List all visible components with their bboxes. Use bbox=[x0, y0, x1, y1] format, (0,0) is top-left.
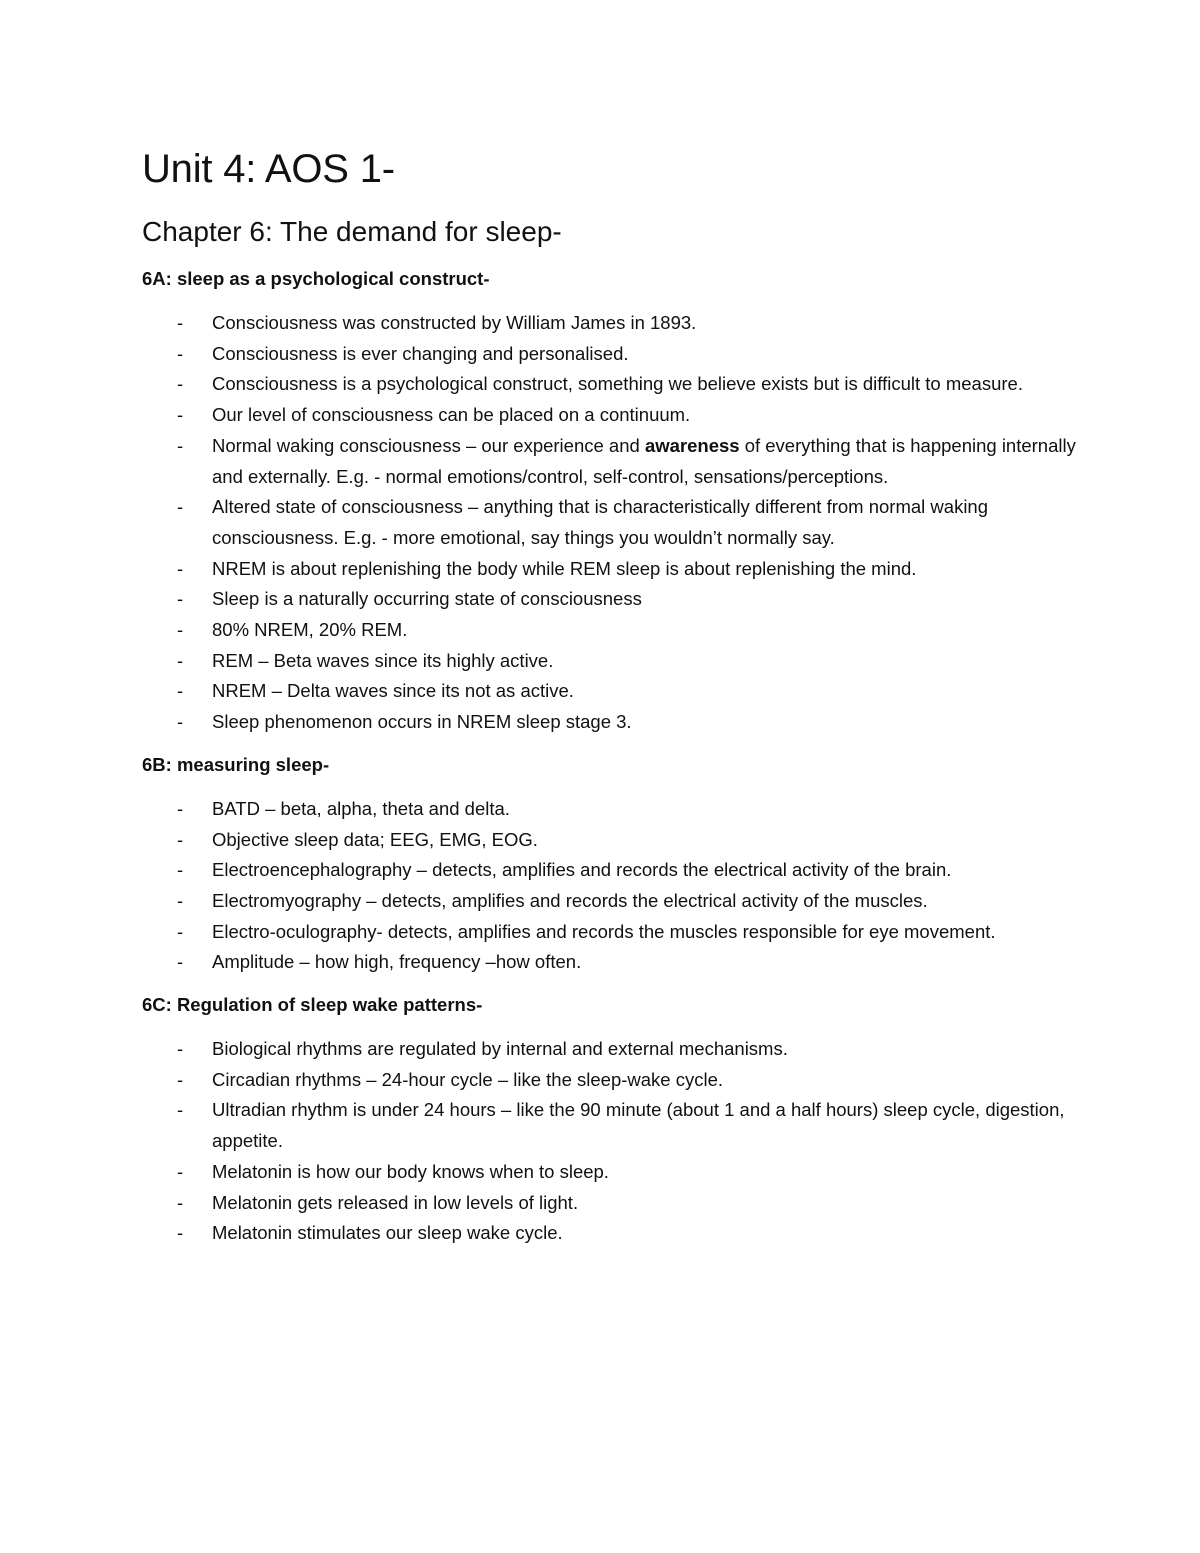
list-item bbox=[142, 855, 1082, 886]
list-item bbox=[142, 400, 1082, 431]
bullet-dash: - bbox=[177, 1160, 184, 1182]
list-item bbox=[142, 554, 1082, 585]
bullet-dash: - bbox=[177, 342, 184, 364]
bullet-dash: - bbox=[177, 588, 184, 610]
list-item bbox=[142, 431, 1082, 492]
list-item bbox=[142, 1218, 1082, 1249]
bullet-dash: - bbox=[177, 404, 184, 426]
bullet-dash: - bbox=[177, 1068, 184, 1090]
bullet-dash: - bbox=[177, 1191, 184, 1213]
bullet-dash: - bbox=[177, 828, 184, 850]
bullet-dash: - bbox=[177, 797, 184, 819]
bullet-dash: - bbox=[177, 859, 184, 881]
bullet-dash: - bbox=[177, 649, 184, 671]
list-item-text: Melatonin stimulates our sleep wake cycle. bbox=[212, 1222, 563, 1244]
bullet-dash: - bbox=[177, 889, 184, 911]
list-item bbox=[142, 947, 1082, 978]
list-item bbox=[142, 1095, 1082, 1156]
list-item-text: Electro-oculography- detects, amplifies and records the muscles responsible for eye movement. bbox=[212, 920, 996, 942]
list-item-text: Consciousness is a psychological construct, something we believe exists but is difficult to measure. bbox=[212, 373, 1023, 395]
chapter-heading: Chapter 6: The demand for sleep- bbox=[142, 216, 562, 247]
list-item-text: Electroencephalography – detects, amplifies and records the electrical activity of the brain. bbox=[212, 859, 952, 881]
list-item bbox=[142, 917, 1082, 948]
list-item-text: Melatonin gets released in low levels of light. bbox=[212, 1191, 579, 1213]
list-item bbox=[142, 369, 1082, 400]
list-item-text: Melatonin is how our body knows when to sleep. bbox=[212, 1160, 609, 1182]
bullet-dash: - bbox=[177, 373, 184, 395]
bullet-list-6c bbox=[142, 1034, 1082, 1249]
bullet-dash: - bbox=[177, 312, 184, 333]
list-item bbox=[142, 308, 1082, 339]
bullet-dash: - bbox=[177, 557, 184, 579]
list-item-text: NREM is about replenishing the body while REM sleep is about replenishing the mind. bbox=[212, 557, 917, 579]
list-item bbox=[142, 825, 1082, 856]
list-item-text: Circadian rhythms – 24-hour cycle – like the sleep-wake cycle. bbox=[212, 1068, 724, 1090]
list-item bbox=[142, 886, 1082, 917]
list-item-text: Our level of consciousness can be placed on a continuum. bbox=[212, 404, 691, 426]
bullet-dash: - bbox=[177, 496, 184, 518]
list-item-text: Sleep phenomenon occurs in NREM sleep stage 3. bbox=[212, 711, 632, 733]
bullet-dash: - bbox=[177, 920, 184, 942]
list-item bbox=[142, 1188, 1082, 1219]
bullet-dash: - bbox=[177, 1222, 184, 1244]
list-item-text-part: Normal waking consciousness – our experience and bbox=[212, 434, 645, 456]
list-item-text: Objective sleep data; EEG, EMG, EOG. bbox=[212, 828, 538, 850]
list-item-text: Sleep is a naturally occurring state of consciousness bbox=[212, 588, 642, 610]
list-item-text: Consciousness was constructed by William James in 1893. bbox=[212, 312, 697, 333]
list-item-text: Amplitude – how high, frequency –how often. bbox=[212, 951, 582, 973]
section-heading-6a: 6A: sleep as a psychological construct- bbox=[142, 268, 490, 289]
list-item-text: BATD – beta, alpha, theta and delta. bbox=[212, 797, 510, 819]
list-item-text: 80% NREM, 20% REM. bbox=[212, 619, 408, 641]
list-item-text: Consciousness is ever changing and personalised. bbox=[212, 342, 629, 364]
bullet-list-6b bbox=[142, 794, 1082, 978]
list-item bbox=[142, 1065, 1082, 1096]
list-item bbox=[142, 1157, 1082, 1188]
list-item bbox=[142, 707, 1082, 738]
list-item bbox=[142, 794, 1082, 825]
section-heading-6c: 6C: Regulation of sleep wake patterns- bbox=[142, 994, 483, 1016]
section-heading-6b: 6B: measuring sleep- bbox=[142, 753, 330, 775]
bullet-dash: - bbox=[177, 951, 184, 973]
list-item bbox=[142, 584, 1082, 615]
document-content bbox=[142, 142, 1082, 1249]
list-item bbox=[142, 339, 1082, 370]
list-item bbox=[142, 615, 1082, 646]
emphasis-awareness: awareness bbox=[644, 434, 740, 456]
page-title: Unit 4: AOS 1- bbox=[142, 147, 395, 191]
list-item-text: NREM – Delta waves since its not as active. bbox=[212, 680, 574, 702]
list-item bbox=[142, 492, 1082, 553]
list-item-text: Electromyography – detects, amplifies and records the electrical activity of the muscles. bbox=[212, 889, 928, 911]
list-item-text: REM – Beta waves since its highly active. bbox=[212, 649, 554, 671]
bullet-dash: - bbox=[177, 619, 184, 641]
list-item-text-part: of everything that is happening internally and externally. E.g. - normal emotions/control, self-control, sensations/perceptions. bbox=[212, 434, 1076, 487]
list-item bbox=[142, 1034, 1082, 1065]
bullet-dash: - bbox=[177, 1099, 184, 1121]
bullet-dash: - bbox=[177, 680, 184, 702]
bullet-dash: - bbox=[177, 434, 184, 456]
bullet-dash: - bbox=[177, 1038, 184, 1060]
list-item bbox=[142, 676, 1082, 707]
list-item bbox=[142, 646, 1082, 677]
list-item-text: Biological rhythms are regulated by internal and external mechanisms. bbox=[212, 1038, 788, 1060]
bullet-list-6a bbox=[142, 308, 1082, 738]
bullet-dash: - bbox=[177, 711, 184, 733]
list-item-text: Altered state of consciousness – anything that is characteristically different from normal waking consciousness. E.g. - more emotional, say things you wouldn’t normally say. bbox=[212, 496, 989, 548]
list-item-text: Ultradian rhythm is under 24 hours – like the 90 minute (about 1 and a half hours) sleep cycle, digestion, appetite. bbox=[212, 1099, 1065, 1152]
